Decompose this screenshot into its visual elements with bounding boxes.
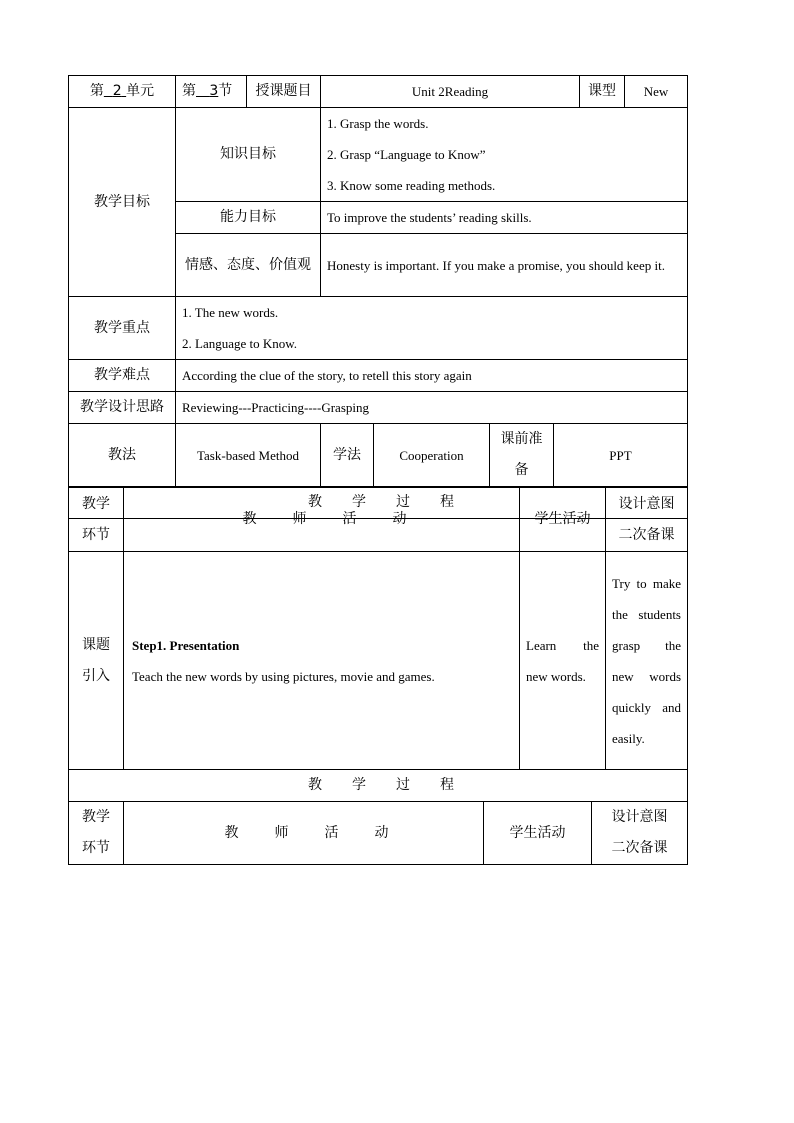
- knowledge-item: 1. Grasp the words.: [327, 116, 429, 131]
- key-points-items: [176, 297, 688, 360]
- step1-teacher-activity: [124, 552, 520, 770]
- design-label: 教学设计思路: [69, 392, 176, 424]
- knowledge-label: 知识目标: [176, 108, 321, 202]
- step1-title: Step1. Presentation: [132, 637, 240, 653]
- step1-design-intent: Try to make the students grasp the new words quickly and easily.: [606, 552, 688, 770]
- ability-label: 能力目标: [176, 202, 321, 234]
- prep-label: 课前准备: [490, 424, 554, 487]
- key-points-label: 教学重点: [69, 297, 176, 360]
- topic-label: 授课题目: [247, 76, 321, 108]
- col-design-header-2: 设计意图 二次备课: [592, 802, 688, 865]
- knowledge-item: 3. Know some reading methods.: [327, 178, 496, 193]
- teach-method-value: Task-based Method: [176, 424, 321, 487]
- step1-text: Teach the new words by using pictures, movie and games.: [132, 668, 435, 684]
- col-teacher-header-2: 教师活动: [124, 802, 484, 865]
- type-value: New: [625, 76, 688, 108]
- step1-stage: 课题 引入: [69, 552, 124, 770]
- process-title-2: 教学过程: [69, 770, 688, 802]
- process-table-2: [68, 801, 688, 865]
- teach-method-label: 教法: [69, 424, 176, 487]
- topic-value: Unit 2Reading: [321, 76, 580, 108]
- ability-value: To improve the students’ reading skills.: [321, 202, 688, 234]
- col-teacher-header: 教师活动: [124, 488, 520, 552]
- col-student-header: 学生活动: [520, 488, 606, 552]
- difficulty-label: 教学难点: [69, 360, 176, 392]
- knowledge-item: 2. Grasp “Language to Know”: [327, 147, 486, 162]
- design-value: Reviewing---Practicing----Grasping: [176, 392, 688, 424]
- col-stage-header-2: 教学 环节: [69, 802, 124, 865]
- section-cell: 第 3节: [176, 76, 247, 108]
- prep-value: PPT: [554, 424, 688, 487]
- process-table: [68, 487, 688, 802]
- learn-method-value: Cooperation: [374, 424, 490, 487]
- emotion-label: 情感、态度、价值观: [176, 234, 321, 297]
- emotion-value: Honesty is important. If you make a promise, you should keep it.: [321, 234, 688, 297]
- unit-cell: 第 2 单元: [69, 76, 176, 108]
- col-student-header-2: 学生活动: [484, 802, 592, 865]
- step1-student-activity: Learn the new words.: [520, 552, 606, 770]
- key-point-item: 2. Language to Know.: [182, 336, 298, 351]
- col-stage-header: 教学 环节: [69, 488, 124, 552]
- difficulty-value: According the clue of the story, to retell this story again: [176, 360, 688, 392]
- process-title: 教学过程: [69, 487, 688, 519]
- knowledge-items: [321, 108, 688, 202]
- goals-label: 教学目标: [69, 108, 176, 297]
- col-design-header: 设计意图 二次备课: [606, 488, 688, 552]
- lesson-info-table: [68, 75, 688, 424]
- key-point-item: 1. The new words.: [182, 305, 279, 320]
- type-label: 课型: [580, 76, 625, 108]
- learn-method-label: 学法: [321, 424, 374, 487]
